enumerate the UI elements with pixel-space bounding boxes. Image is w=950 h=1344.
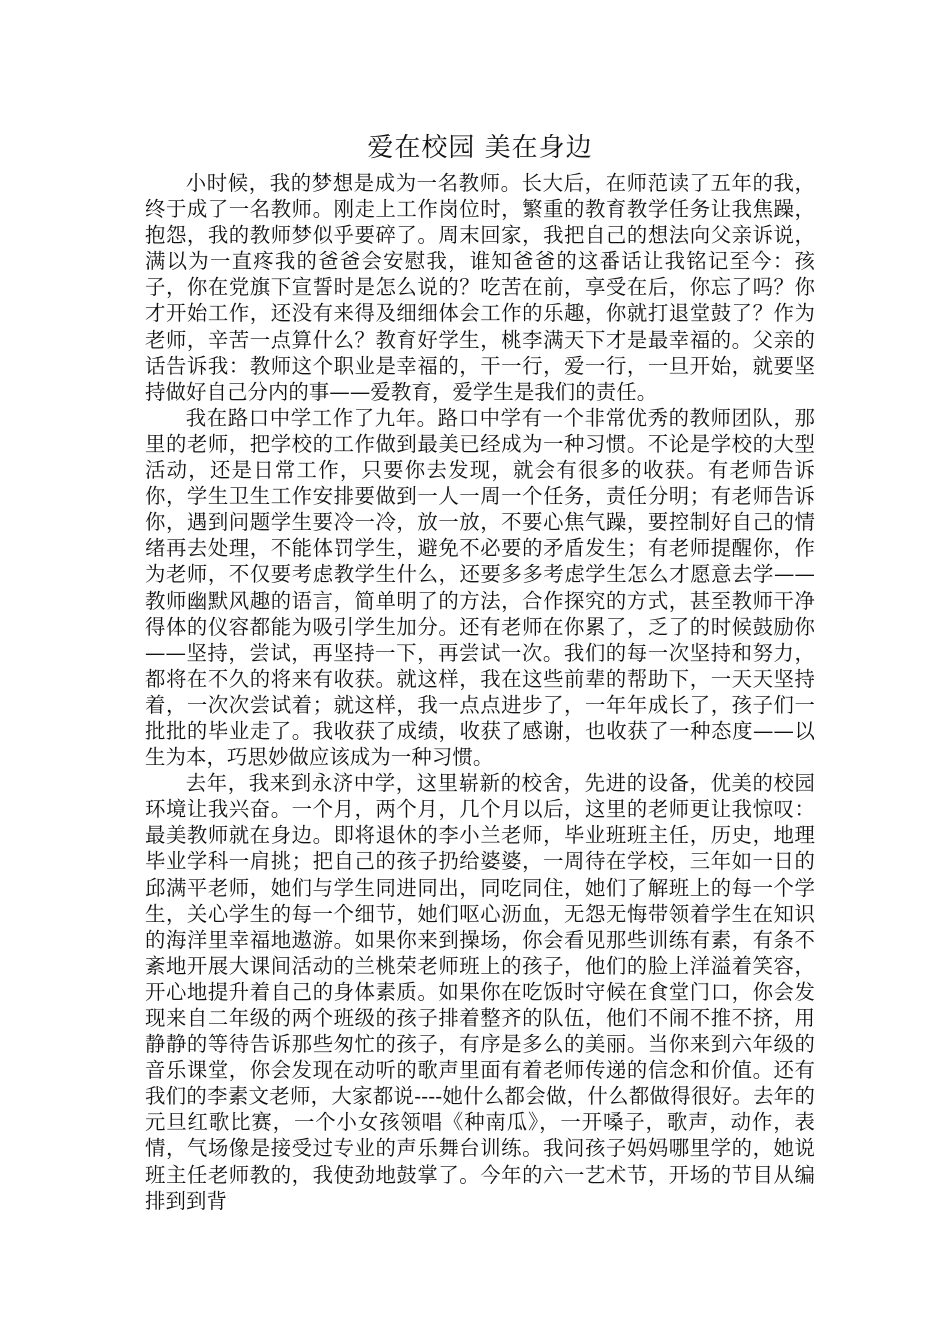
document-title: 爱在校园 美在身边	[367, 133, 593, 163]
document-page	[145, 128, 815, 1214]
paragraph-childhood-dream: 小时候，我的梦想是成为一名教师。长大后，在师范读了五年的我，终于成了一名教师。刚走上工作岗位时，繁重的教育教学任务让我焦躁，抱怨，我的教师梦似乎要碎了。周末回家，我把自己的想法向父亲诉说，满以为一直疼我的爸爸会安慰我，谁知爸爸的这番话让我铭记至今：孩子，你在党旗下宣誓时是怎么说的？吃苦在前，享受在后，你忘了吗？你才开始工作，还没有来得及细细体会工作的乐趣，你就打退堂鼓了？作为老师，辛苦一点算什么？教育好学生，桃李满天下才是最幸福的。父亲的话告诉我：教师这个职业是幸福的，干一行，爱一行，一旦开始，就要坚持做好自己分内的事——爱教育，爱学生是我们的责任。	[145, 171, 815, 404]
paragraph-lukou-school: 我在路口中学工作了九年。路口中学有一个非常优秀的教师团队，那里的老师，把学校的工作做到最美已经成为一种习惯。不论是学校的大型活动，还是日常工作，只要你去发现，就会有很多的收获。有老师告诉你，学生卫生工作安排要做到一人一周一个任务，责任分明；有老师告诉你，遇到问题学生要冷一冷，放一放，不要心焦气躁，要控制好自己的情绪再去处理，不能体罚学生，避免不必要的矛盾发生；有老师提醒你，作为老师，不仅要考虑教学生什么，还要多多考虑学生怎么才愿意去学——教师幽默风趣的语言，简单明了的方法，合作探究的方式，甚至教师干净得体的仪容都能为吸引学生加分。还有老师在你累了，乏了的时候鼓励你——坚持，尝试，再坚持一下，再尝试一次。我们的每一次坚持和努力，都将在不久的将来有收获。就这样，我在这些前辈的帮助下，一天天坚持着，一次次尝试着；就这样，我一点点进步了，一年年成长了，孩子们一批批的毕业走了。我收获了成绩，收获了感谢，也收获了一种态度——以生为本，巧思妙做应该成为一种习惯。	[145, 405, 815, 770]
paragraph-yongji-school: 去年，我来到永济中学，这里崭新的校舍，先进的设备，优美的校园环境让我兴奋。一个月，两个月，几个月以后，这里的老师更让我惊叹：最美教师就在身边。即将退休的李小兰老师，毕业班班主任，历史，地理毕业学科一肩挑；把自己的孩子扔给婆婆，一周待在学校，三年如一日的邱满平老师，她们与学生同进同出，同吃同住，她们了解班上的每一个学生，关心学生的每一个细节，她们呕心沥血，无怨无悔带领着学生在知识的海洋里幸福地遨游。如果你来到操场，你会看见那些训练有素，有条不紊地开展大课间活动的兰桃荣老师班上的孩子，他们的脸上洋溢着笑容，开心地提升着自己的身体素质。如果你在吃饭时守候在食堂门口，你会发现来自二年级的两个班级的孩子排着整齐的队伍，他们不闹不推不挤，用静静的等待告诉那些匆忙的孩子，有序是多么的美丽。当你来到六年级的音乐课堂，你会发现在动听的歌声里面有着老师传递的信念和价值。还有我们的李素文老师，大家都说----她什么都会做，什么都做得很好。去年的元旦红歌比赛，一个小女孩领唱《种南瓜》，一开嗓子，歌声，动作，表情，气场像是接受过专业的声乐舞台训练。我问孩子妈妈哪里学的，她说班主任老师教的，我使劲地鼓掌了。今年的六一艺术节，开场的节目从编排到到背	[145, 771, 815, 1213]
